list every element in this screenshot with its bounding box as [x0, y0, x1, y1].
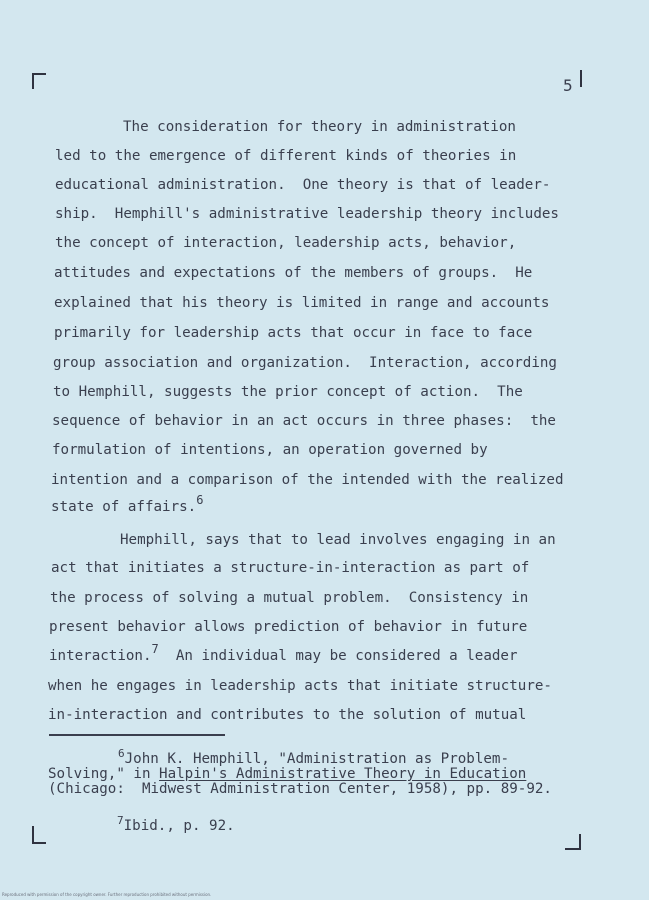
footnote-number: 6 [118, 747, 125, 760]
text-line: educational administration. One theory is that of leader- [55, 177, 551, 193]
text-line: The consideration for theory in administration [123, 119, 516, 135]
footnote-divider [49, 734, 225, 736]
footnote-ref-6: 6 [196, 493, 204, 507]
text-fragment: Solving," in [48, 766, 160, 782]
footnote-6-line-3: (Chicago: Midwest Administration Center, 1958), pp. 89-92. [48, 781, 552, 797]
text-line: ship. Hemphill's administrative leadership theory includes [55, 206, 559, 222]
text-line: explained that his theory is limited in range and accounts [54, 295, 550, 311]
text-line: in-interaction and contributes to the solution of mutual [48, 707, 527, 723]
book-title: Halpin's Administrative Theory in Education [159, 766, 527, 782]
text-line: primarily for leadership acts that occur in face to face [54, 325, 533, 341]
text-line [49, 642, 518, 665]
text-line: Hemphill, says that to lead involves engaging in an [120, 532, 556, 548]
text-line [51, 493, 204, 516]
text-line: the process of solving a mutual problem. Consistency in [50, 590, 529, 606]
crop-mark-bottom-right [565, 834, 581, 850]
text-fragment: interaction. [49, 648, 152, 664]
text-line: formulation of intentions, an operation governed by [52, 442, 488, 458]
text-fragment: Ibid., p. 92. [123, 818, 235, 834]
text-line: to Hemphill, suggests the prior concept of action. The [53, 384, 523, 400]
footnote-6-line-2 [48, 767, 526, 781]
text-line: the concept of interaction, leadership acts, behavior, [55, 235, 517, 251]
footnote-6-line-1 [118, 747, 509, 767]
crop-mark-top-right [578, 70, 582, 87]
text-line: sequence of behavior in an act occurs in three phases: the [52, 413, 556, 429]
crop-mark-top-left [32, 73, 46, 89]
text-line: intention and a comparison of the intended with the realized [51, 472, 564, 488]
text-line: attitudes and expectations of the members of groups. He [54, 265, 533, 281]
text-line: present behavior allows prediction of behavior in future [49, 619, 528, 635]
page-number: 5 [563, 76, 573, 95]
crop-mark-bottom-left [32, 826, 46, 844]
text-line: act that initiates a structure-in-interaction as part of [51, 560, 530, 576]
footnote-7 [117, 814, 235, 834]
scan-footer: Reproduced with permission of the copyright owner. Further reproduction prohibited without permission. [2, 892, 212, 897]
text-fragment: John K. Hemphill, "Administration as Problem- [124, 751, 509, 767]
text-fragment: state of affairs. [51, 499, 197, 515]
footnote-ref-7: 7 [151, 642, 159, 656]
text-line: group association and organization. Interaction, according [53, 355, 557, 371]
text-fragment: An individual may be considered a leader [175, 648, 518, 664]
footnote-number: 7 [117, 814, 124, 827]
text-line: led to the emergence of different kinds of theories in [55, 148, 517, 164]
text-line: when he engages in leadership acts that initiate structure- [48, 678, 552, 694]
